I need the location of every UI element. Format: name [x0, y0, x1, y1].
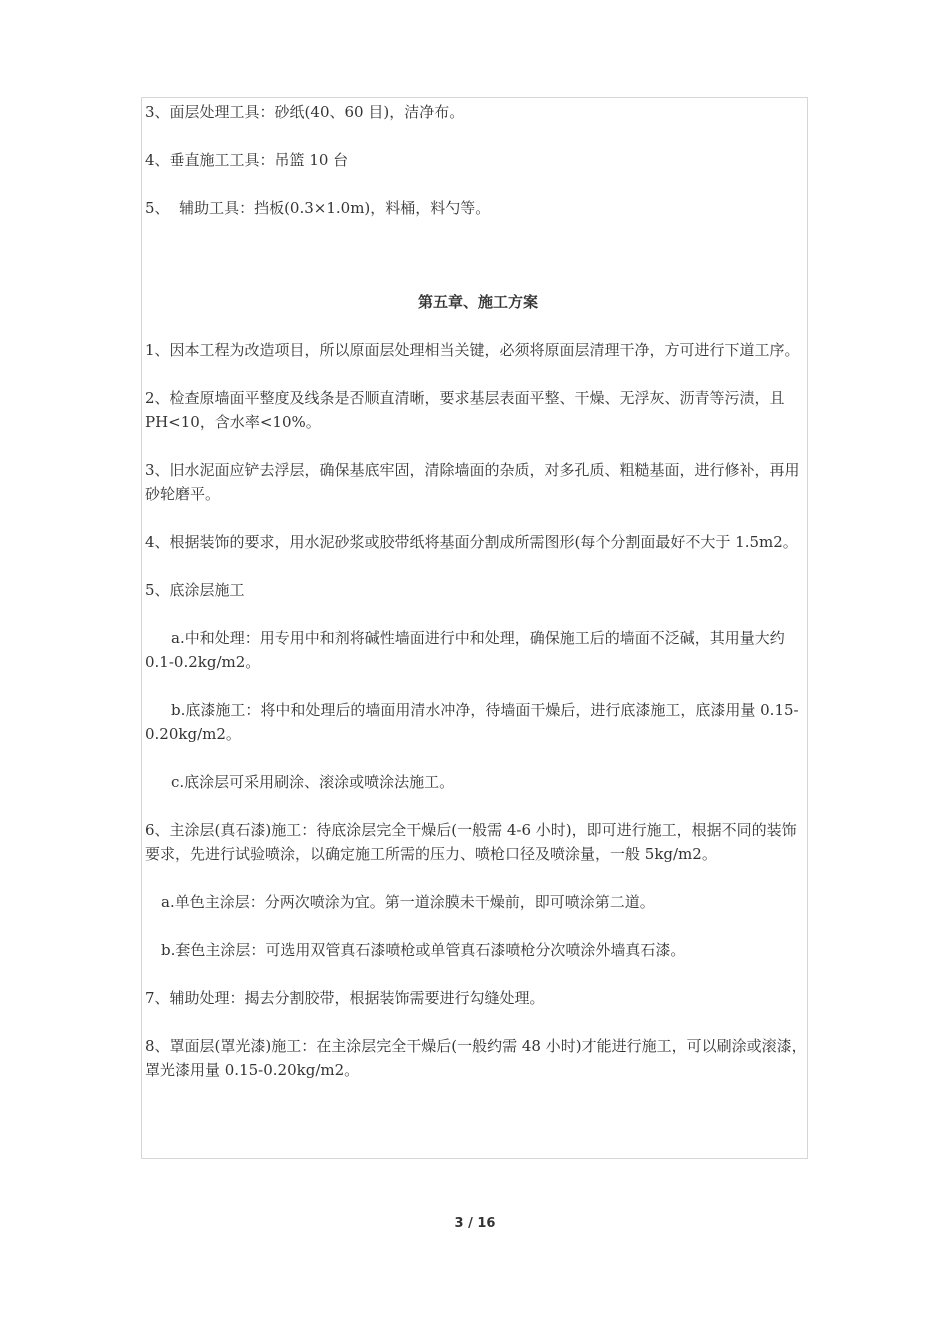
paragraph-tools-5: 5、 辅助工具：挡板(0.3×1.0m)，料桶，料勺等。 — [145, 199, 491, 217]
paragraph-step-5a: a.中和处理：用专用中和剂将碱性墙面进行中和处理，确保施工后的墙面不泛碱，其用量大约 0.1-0.2kg/m2。 — [145, 629, 790, 671]
paragraph-step-1: 1、因本工程为改造项目，所以原面层处理相当关键，必须将原面层清理干净，方可进行下道工序。 — [145, 341, 800, 359]
paragraph-step-4: 4、根据装饰的要求，用水泥砂浆或胶带纸将基面分割成所需图形(每个分割面最好不大于 1.5m2。 — [145, 533, 798, 551]
paragraph-step-5c: c.底涂层可采用刷涂、滚涂或喷涂法施工。 — [171, 773, 455, 791]
paragraph-step-6b: b.套色主涂层：可选用双管真石漆喷枪或单管真石漆喷枪分次喷涂外墙真石漆。 — [161, 941, 686, 959]
paragraph-tools-4: 4、垂直施工工具：吊篮 10 台 — [145, 151, 349, 169]
document-body — [145, 100, 811, 1082]
chapter-title: 第五章、施工方案 — [417, 293, 538, 311]
paragraph-step-5b: b.底漆施工：将中和处理后的墙面用清水冲净，待墙面干燥后，进行底漆施工，底漆用量 0.15-0.20kg/m2。 — [145, 701, 799, 743]
paragraph-step-6a: a.单色主涂层：分两次喷涂为宜。第一道涂膜未干燥前，即可喷涂第二道。 — [161, 893, 655, 911]
paragraph-tools-3: 3、面层处理工具：砂纸(40、60 目)，洁净布。 — [145, 103, 465, 121]
paragraph-step-3: 3、旧水泥面应铲去浮层，确保基底牢固，清除墙面的杂质，对多孔质、粗糙基面，进行修补，再用砂轮磨平。 — [145, 461, 800, 503]
paragraph-step-5: 5、底涂层施工 — [145, 581, 245, 599]
paragraph-step-6: 6、主涂层(真石漆)施工：待底涂层完全干燥后(一般需 4-6 小时)，即可进行施工，根据不同的装饰要求，先进行试验喷涂，以确定施工所需的压力、喷枪口径及喷涂量，一般 5kg/m2。 — [145, 821, 797, 863]
paragraph-step-7: 7、辅助处理：揭去分割胶带，根据装饰需要进行勾缝处理。 — [145, 989, 545, 1007]
paragraph-step-2: 2、检查原墙面平整度及线条是否顺直清晰，要求基层表面平整、干燥、无浮灰、沥青等污渍，且 PH<10，含水率<10%。 — [145, 389, 790, 431]
page-number: 3 / 16 — [454, 1216, 496, 1231]
paragraph-step-8: 8、罩面层(罩光漆)施工：在主涂层完全干燥后(一般约需 48 小时)才能进行施工，可以刷涂或滚漆，罩光漆用量 0.15-0.20kg/m2。 — [145, 1037, 807, 1079]
